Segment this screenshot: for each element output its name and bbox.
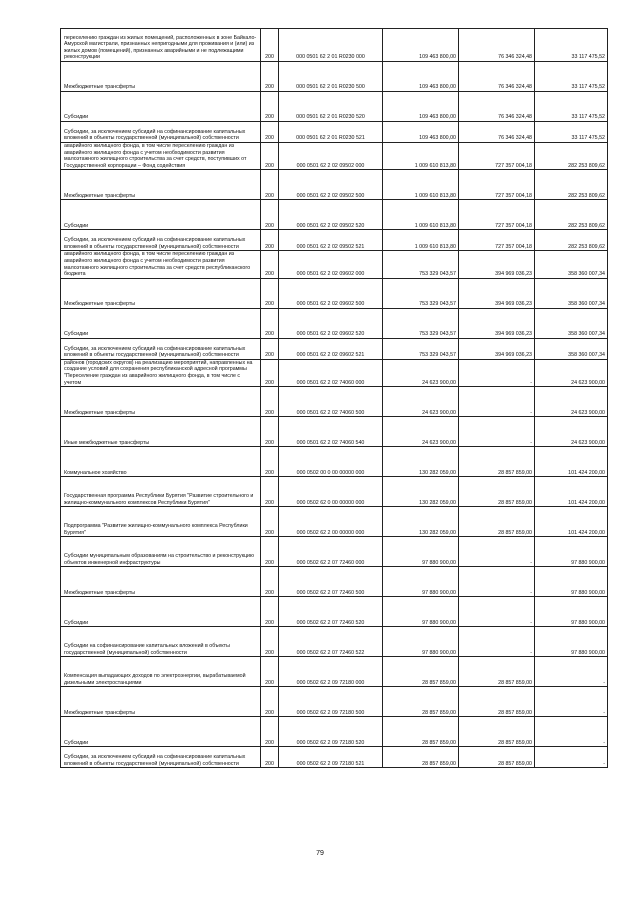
row-name-cell: Государственная программа Республики Бурятия "Развитие строительного и жилищно-коммунального комплексов Республики Бурятия" <box>61 477 261 507</box>
row-classification-cell: 000 0501 62 2 02 74060 000 <box>279 359 383 386</box>
row-executed-amount-cell: 394 969 036,23 <box>459 251 535 278</box>
row-name-cell: Подпрограмма "Развитие жилищно-коммунального комплекса Республики Бурятия" <box>61 507 261 537</box>
row-name-cell: Межбюджетные трансферты <box>61 567 261 597</box>
row-unexecuted-amount-cell: 282 253 809,62 <box>535 143 608 170</box>
row-name-cell: Субсидии, за исключением субсидий на софинансирование капитальных вложений в объекты государственной (муниципальной) собственности <box>61 122 261 143</box>
row-unexecuted-amount-cell: 24 623 900,00 <box>535 387 608 417</box>
row-executed-amount-cell: 394 969 036,23 <box>459 338 535 359</box>
table-row <box>61 387 608 417</box>
row-name-cell: Субсидии, за исключением субсидий на софинансирование капитальных вложений в объекты государственной (муниципальной) собственности <box>61 338 261 359</box>
row-executed-amount-cell: 28 857 859,00 <box>459 747 535 768</box>
row-classification-cell: 000 0502 62 0 00 00000 000 <box>279 477 383 507</box>
row-executed-amount-cell: 727 357 004,18 <box>459 170 535 200</box>
row-code-cell: 200 <box>261 308 279 338</box>
row-executed-amount-cell: - <box>459 417 535 447</box>
budget-table-body <box>61 29 608 768</box>
table-row <box>61 657 608 687</box>
row-code-cell: 200 <box>261 627 279 657</box>
row-executed-amount-cell: 28 857 859,00 <box>459 687 535 717</box>
row-code-cell: 200 <box>261 507 279 537</box>
row-unexecuted-amount-cell: - <box>535 687 608 717</box>
row-executed-amount-cell: 727 357 004,18 <box>459 143 535 170</box>
row-unexecuted-amount-cell: 101 424 200,00 <box>535 477 608 507</box>
row-classification-cell: 000 0501 62 2 01 R0230 500 <box>279 62 383 92</box>
row-unexecuted-amount-cell: 101 424 200,00 <box>535 507 608 537</box>
row-approved-amount-cell: 28 857 859,00 <box>383 687 459 717</box>
row-unexecuted-amount-cell: 358 360 007,34 <box>535 338 608 359</box>
row-unexecuted-amount-cell: 33 117 475,52 <box>535 92 608 122</box>
row-code-cell: 200 <box>261 338 279 359</box>
budget-table <box>60 28 608 768</box>
row-name-cell: Субсидии, за исключением субсидий на софинансирование капитальных вложений в объекты государственной (муниципальной) собственности <box>61 747 261 768</box>
table-row <box>61 507 608 537</box>
row-classification-cell: 000 0501 62 2 01 R0230 521 <box>279 122 383 143</box>
row-approved-amount-cell: 753 329 043,57 <box>383 278 459 308</box>
row-code-cell: 200 <box>261 687 279 717</box>
row-classification-cell: 000 0501 62 2 02 09602 000 <box>279 251 383 278</box>
table-row <box>61 417 608 447</box>
row-executed-amount-cell: 28 857 859,00 <box>459 477 535 507</box>
row-approved-amount-cell: 97 880 900,00 <box>383 567 459 597</box>
row-approved-amount-cell: 109 463 800,00 <box>383 29 459 62</box>
table-row <box>61 447 608 477</box>
row-unexecuted-amount-cell: - <box>535 657 608 687</box>
row-executed-amount-cell: 28 857 859,00 <box>459 447 535 477</box>
row-executed-amount-cell: - <box>459 537 535 567</box>
row-classification-cell: 000 0502 62 2 07 72460 520 <box>279 597 383 627</box>
table-row <box>61 338 608 359</box>
row-approved-amount-cell: 97 880 900,00 <box>383 627 459 657</box>
row-code-cell: 200 <box>261 747 279 768</box>
table-row <box>61 537 608 567</box>
row-classification-cell: 000 0501 62 2 02 74060 540 <box>279 417 383 447</box>
row-classification-cell: 000 0502 62 2 09 72180 000 <box>279 657 383 687</box>
row-code-cell: 200 <box>261 657 279 687</box>
row-code-cell: 200 <box>261 62 279 92</box>
row-name-cell: Межбюджетные трансферты <box>61 278 261 308</box>
row-code-cell: 200 <box>261 717 279 747</box>
row-classification-cell: 000 0501 62 2 02 09602 521 <box>279 338 383 359</box>
row-unexecuted-amount-cell: 33 117 475,52 <box>535 62 608 92</box>
row-code-cell: 200 <box>261 170 279 200</box>
row-code-cell: 200 <box>261 597 279 627</box>
page-number: 79 <box>316 850 324 857</box>
row-classification-cell: 000 0501 62 2 02 09502 520 <box>279 200 383 230</box>
row-classification-cell: 000 0502 62 2 00 00000 000 <box>279 507 383 537</box>
row-classification-cell: 000 0501 62 2 01 R0230 520 <box>279 92 383 122</box>
row-executed-amount-cell: - <box>459 387 535 417</box>
row-code-cell: 200 <box>261 29 279 62</box>
row-classification-cell: 000 0502 62 2 09 72180 500 <box>279 687 383 717</box>
row-code-cell: 200 <box>261 122 279 143</box>
table-row <box>61 92 608 122</box>
table-row <box>61 687 608 717</box>
row-executed-amount-cell: - <box>459 597 535 627</box>
row-approved-amount-cell: 1 009 610 813,80 <box>383 170 459 200</box>
row-name-cell: Межбюджетные трансферты <box>61 62 261 92</box>
row-unexecuted-amount-cell: 97 880 900,00 <box>535 597 608 627</box>
row-code-cell: 200 <box>261 567 279 597</box>
row-approved-amount-cell: 97 880 900,00 <box>383 597 459 627</box>
table-row <box>61 230 608 251</box>
row-classification-cell: 000 0501 62 2 01 R0230 000 <box>279 29 383 62</box>
table-row <box>61 278 608 308</box>
row-name-cell: Иные межбюджетные трансферты <box>61 417 261 447</box>
row-classification-cell: 000 0502 62 2 07 72460 000 <box>279 537 383 567</box>
row-approved-amount-cell: 1 009 610 813,80 <box>383 143 459 170</box>
row-classification-cell: 000 0502 62 2 09 72180 520 <box>279 717 383 747</box>
row-classification-cell: 000 0501 62 2 02 09602 500 <box>279 278 383 308</box>
table-row <box>61 717 608 747</box>
row-approved-amount-cell: 1 009 610 813,80 <box>383 230 459 251</box>
row-classification-cell: 000 0501 62 2 02 09502 000 <box>279 143 383 170</box>
row-unexecuted-amount-cell: 358 360 007,34 <box>535 308 608 338</box>
row-unexecuted-amount-cell: 97 880 900,00 <box>535 537 608 567</box>
row-name-cell: переселению граждан из жилых помещений, расположенных в зоне Байкало-Амурской магистрали, признанных непригодными для проживания и (или) из жилых домов (помещений), признанных аварийными и не подлежащими реконструкции <box>61 29 261 62</box>
row-classification-cell: 000 0501 62 2 02 09602 520 <box>279 308 383 338</box>
row-classification-cell: 000 0501 62 2 02 09502 500 <box>279 170 383 200</box>
row-classification-cell: 000 0501 62 2 02 09502 521 <box>279 230 383 251</box>
table-row <box>61 567 608 597</box>
row-code-cell: 200 <box>261 143 279 170</box>
row-unexecuted-amount-cell: 33 117 475,52 <box>535 29 608 62</box>
table-row <box>61 359 608 386</box>
row-unexecuted-amount-cell: 358 360 007,34 <box>535 251 608 278</box>
row-approved-amount-cell: 28 857 859,00 <box>383 657 459 687</box>
row-name-cell: районов (городских округов) на реализацию мероприятий, направленных на создание условий для сохранения республиканской адресной программы "Переселение граждан из аварийного жилищного фонда, в том числе с учетом <box>61 359 261 386</box>
row-executed-amount-cell: 28 857 859,00 <box>459 657 535 687</box>
row-code-cell: 200 <box>261 387 279 417</box>
row-unexecuted-amount-cell: 101 424 200,00 <box>535 447 608 477</box>
row-name-cell: Межбюджетные трансферты <box>61 387 261 417</box>
row-name-cell: Субсидии муниципальным образованиям на строительство и реконструкцию объектов инженерной инфраструктуры <box>61 537 261 567</box>
row-approved-amount-cell: 24 623 900,00 <box>383 387 459 417</box>
budget-report-sheet <box>60 28 607 768</box>
row-code-cell: 200 <box>261 278 279 308</box>
table-row <box>61 308 608 338</box>
row-classification-cell: 000 0501 62 2 02 74060 500 <box>279 387 383 417</box>
row-unexecuted-amount-cell: 97 880 900,00 <box>535 567 608 597</box>
row-code-cell: 200 <box>261 359 279 386</box>
row-approved-amount-cell: 130 282 059,00 <box>383 507 459 537</box>
row-approved-amount-cell: 109 463 800,00 <box>383 122 459 143</box>
table-row <box>61 170 608 200</box>
row-unexecuted-amount-cell: 282 253 809,62 <box>535 170 608 200</box>
row-unexecuted-amount-cell: 97 880 900,00 <box>535 627 608 657</box>
row-name-cell: Коммунальное хозяйство <box>61 447 261 477</box>
row-approved-amount-cell: 28 857 859,00 <box>383 717 459 747</box>
row-name-cell: Субсидии, за исключением субсидий на софинансирование капитальных вложений в объекты государственной (муниципальной) собственности <box>61 230 261 251</box>
row-name-cell: аварийного жилищного фонда, в том числе переселению граждан из аварийного жилищного фонда с учетом необходимости развития малоэтажного жилищного строительства за счет средств, поступивших от Государственной корпорации – Фонд содействия <box>61 143 261 170</box>
row-unexecuted-amount-cell: 24 623 900,00 <box>535 359 608 386</box>
row-unexecuted-amount-cell: - <box>535 717 608 747</box>
row-name-cell: Субсидии <box>61 200 261 230</box>
row-executed-amount-cell: - <box>459 359 535 386</box>
row-name-cell: Субсидии <box>61 597 261 627</box>
row-unexecuted-amount-cell: 24 623 900,00 <box>535 417 608 447</box>
row-name-cell: Межбюджетные трансферты <box>61 687 261 717</box>
row-executed-amount-cell: - <box>459 567 535 597</box>
row-executed-amount-cell: 394 969 036,23 <box>459 278 535 308</box>
table-row <box>61 200 608 230</box>
row-classification-cell: 000 0502 62 2 07 72460 522 <box>279 627 383 657</box>
table-row <box>61 747 608 768</box>
row-code-cell: 200 <box>261 230 279 251</box>
table-row <box>61 251 608 278</box>
row-code-cell: 200 <box>261 537 279 567</box>
row-executed-amount-cell: 76 346 324,48 <box>459 92 535 122</box>
row-approved-amount-cell: 97 880 900,00 <box>383 537 459 567</box>
row-approved-amount-cell: 24 623 900,00 <box>383 417 459 447</box>
row-approved-amount-cell: 753 329 043,57 <box>383 251 459 278</box>
row-code-cell: 200 <box>261 447 279 477</box>
row-approved-amount-cell: 28 857 859,00 <box>383 747 459 768</box>
row-executed-amount-cell: - <box>459 627 535 657</box>
row-classification-cell: 000 0502 62 2 09 72180 521 <box>279 747 383 768</box>
table-row <box>61 597 608 627</box>
table-row <box>61 122 608 143</box>
row-code-cell: 200 <box>261 92 279 122</box>
row-approved-amount-cell: 109 463 800,00 <box>383 62 459 92</box>
table-row <box>61 627 608 657</box>
table-row <box>61 143 608 170</box>
row-name-cell: Субсидии на софинансирование капитальных вложений в объекты государственной (муниципальной) собственности <box>61 627 261 657</box>
row-classification-cell: 000 0502 00 0 00 00000 000 <box>279 447 383 477</box>
row-unexecuted-amount-cell: 282 253 809,62 <box>535 230 608 251</box>
row-executed-amount-cell: 76 346 324,48 <box>459 122 535 143</box>
row-code-cell: 200 <box>261 200 279 230</box>
row-executed-amount-cell: 76 346 324,48 <box>459 29 535 62</box>
row-approved-amount-cell: 109 463 800,00 <box>383 92 459 122</box>
row-executed-amount-cell: 28 857 859,00 <box>459 507 535 537</box>
row-executed-amount-cell: 76 346 324,48 <box>459 62 535 92</box>
row-name-cell: аварийного жилищного фонда, в том числе переселению граждан из аварийного жилищного фонда с учетом необходимости развития малоэтажного жилищного строительства за счет средств республиканского бюджета <box>61 251 261 278</box>
row-unexecuted-amount-cell: 33 117 475,52 <box>535 122 608 143</box>
table-row <box>61 62 608 92</box>
row-code-cell: 200 <box>261 417 279 447</box>
row-executed-amount-cell: 394 969 036,23 <box>459 308 535 338</box>
row-executed-amount-cell: 727 357 004,18 <box>459 200 535 230</box>
row-name-cell: Межбюджетные трансферты <box>61 170 261 200</box>
row-approved-amount-cell: 1 009 610 813,80 <box>383 200 459 230</box>
row-approved-amount-cell: 130 282 059,00 <box>383 477 459 507</box>
row-approved-amount-cell: 24 623 900,00 <box>383 359 459 386</box>
row-unexecuted-amount-cell: 282 253 809,62 <box>535 200 608 230</box>
row-approved-amount-cell: 753 329 043,57 <box>383 308 459 338</box>
row-approved-amount-cell: 753 329 043,57 <box>383 338 459 359</box>
row-unexecuted-amount-cell: 358 360 007,34 <box>535 278 608 308</box>
table-row <box>61 477 608 507</box>
row-name-cell: Субсидии <box>61 308 261 338</box>
row-executed-amount-cell: 28 857 859,00 <box>459 717 535 747</box>
row-code-cell: 200 <box>261 477 279 507</box>
row-classification-cell: 000 0502 62 2 07 72460 500 <box>279 567 383 597</box>
row-executed-amount-cell: 727 357 004,18 <box>459 230 535 251</box>
row-unexecuted-amount-cell: - <box>535 747 608 768</box>
table-row <box>61 29 608 62</box>
row-name-cell: Субсидии <box>61 92 261 122</box>
row-code-cell: 200 <box>261 251 279 278</box>
row-name-cell: Субсидии <box>61 717 261 747</box>
row-name-cell: Компенсация выпадающих доходов по электроэнергии, вырабатываемой дизельными электростанциями <box>61 657 261 687</box>
row-approved-amount-cell: 130 282 059,00 <box>383 447 459 477</box>
